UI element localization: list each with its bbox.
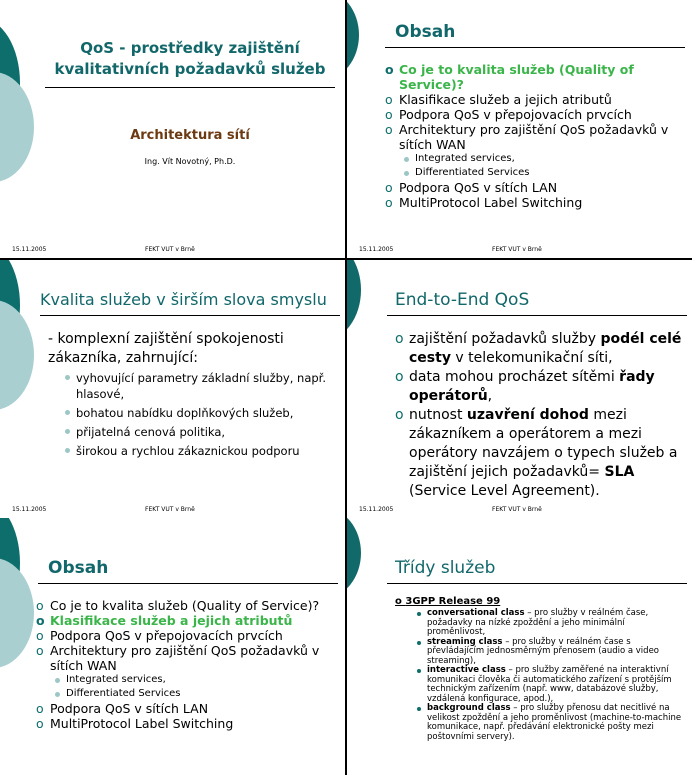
sub-list-item: Differentiated Services — [385, 166, 685, 180]
footer-org: FEKT VUT v Brně — [492, 506, 542, 513]
slide-title: Třídy služeb — [395, 558, 496, 578]
author: Ing. Vít Novotný, Ph.D. — [144, 157, 236, 166]
contents-list — [385, 62, 685, 210]
decorative-circle-dark — [347, 0, 359, 80]
list-item: o nutnost uzavření dohod mezi zákazníkem a operátorem a mezi operátory navzájem o typech služeb a zajištění jejich požadavků= SLA (Service Level Agreement). — [395, 406, 685, 501]
requirements-list — [46, 370, 336, 459]
list-item: širokou a rychlou zákaznickou podporu — [46, 443, 336, 459]
decorative-circle-light — [0, 558, 34, 668]
list-item: přijatelná cenová politika, — [46, 424, 336, 440]
release-heading: o 3GPP Release 99 — [395, 596, 501, 607]
decorative-circle-light — [0, 72, 34, 182]
list-item: o Klasifikace služeb a jejich atributů — [36, 613, 336, 628]
slide-title: End-to-End QoS — [395, 290, 530, 310]
footer-date: 15.11.2005 — [12, 246, 47, 253]
decorative-circle-dark — [347, 518, 361, 598]
presentation-subtitle: Architektura sítí — [130, 128, 250, 143]
list-item: o Podpora QoS v sítích LAN — [36, 701, 336, 716]
list-item: bohatou nabídku doplňkových služeb, — [46, 405, 336, 421]
sub-list-item: Differentiated Services — [36, 687, 336, 701]
slide-title — [0, 0, 345, 258]
title-line-2: kvalitativních požadavků služeb — [54, 60, 326, 78]
e2e-list — [395, 330, 685, 501]
list-item: o MultiProtocol Label Switching — [36, 716, 336, 731]
decorative-circle-dark — [347, 260, 361, 340]
title-rule — [385, 47, 685, 48]
list-item: background class – pro služby přenosu dat necitlivé na velikost zpoždění a jeho proměnlivost (machine-to-machine komunikace, např. předávání elektronické pošty mezi poštovními servery). — [403, 704, 683, 742]
list-item: o data mohou procházet sítěmi řady operátorů, — [395, 368, 685, 406]
footer-org: FEKT VUT v Brně — [145, 506, 195, 513]
slide-title: Obsah — [395, 22, 456, 42]
footer-date: 15.11.2005 — [359, 246, 394, 253]
title-rule — [38, 583, 338, 584]
slide-kvalita — [0, 260, 345, 518]
slide-title: Kvalita služeb v širším slova smyslu — [40, 290, 327, 309]
title-rule — [45, 87, 335, 88]
list-item: interactive class – pro služby zaměřené na interaktivní komunikaci člověka či automatického zařízení s protějším technickým zařízením (např. www, databázové služby, vzdálená konfigurace, apod.), — [403, 666, 683, 704]
title-rule — [387, 583, 687, 584]
footer-date: 15.11.2005 — [12, 506, 47, 513]
contents-list — [36, 598, 336, 731]
slide-tridy — [347, 518, 692, 776]
list-item: vyhovující parametry základní služby, např. hlasové, — [46, 370, 336, 402]
decorative-circle-light — [0, 300, 34, 410]
slide-obsah-2 — [0, 518, 345, 776]
list-item: o Architektury pro zajištění QoS požadavků v sítích WAN — [36, 643, 336, 673]
lead-text: - komplexní zajištění spokojenosti zákazníka, zahrnující: — [48, 331, 284, 366]
list-item: o Co je to kvalita služeb (Quality of Service)? — [385, 62, 685, 92]
list-item: o Podpora QoS v přepojovacích prvcích — [385, 107, 685, 122]
footer-date: 15.11.2005 — [359, 506, 394, 513]
list-item: conversational class – pro služby v reálném čase, požadavky na nízké zpoždění a jeho minimální proměnlivost, — [403, 609, 683, 638]
footer-org: FEKT VUT v Brně — [492, 246, 542, 253]
slide-end-to-end — [347, 260, 692, 518]
title-rule — [387, 315, 687, 316]
title-line-1: QoS - prostředky zajištění — [80, 39, 300, 57]
list-item: o Podpora QoS v přepojovacích prvcích — [36, 628, 336, 643]
slide-obsah-1 — [347, 0, 692, 258]
list-item: o zajištění požadavků služby podél celé cesty v telekomunikační síti, — [395, 330, 685, 368]
slide-title: Obsah — [48, 558, 109, 578]
sub-list-item: Integrated services, — [36, 673, 336, 687]
title-rule — [40, 315, 340, 316]
footer-org: FEKT VUT v Brně — [145, 246, 195, 253]
list-item: o Klasifikace služeb a jejich atributů — [385, 92, 685, 107]
list-item: o MultiProtocol Label Switching — [385, 195, 685, 210]
list-item: o Architektury pro zajištění QoS požadavků v sítích WAN — [385, 122, 685, 152]
presentation-title — [40, 38, 340, 80]
list-item: o Co je to kvalita služeb (Quality of Service)? — [36, 598, 336, 613]
classes-list — [403, 609, 683, 742]
list-item: o Podpora QoS v sítích LAN — [385, 180, 685, 195]
sub-list-item: Integrated services, — [385, 152, 685, 166]
list-item: streaming class – pro služby v reálném čase s převládajícím jednosměrným přenosem (audio a video streaming), — [403, 638, 683, 667]
